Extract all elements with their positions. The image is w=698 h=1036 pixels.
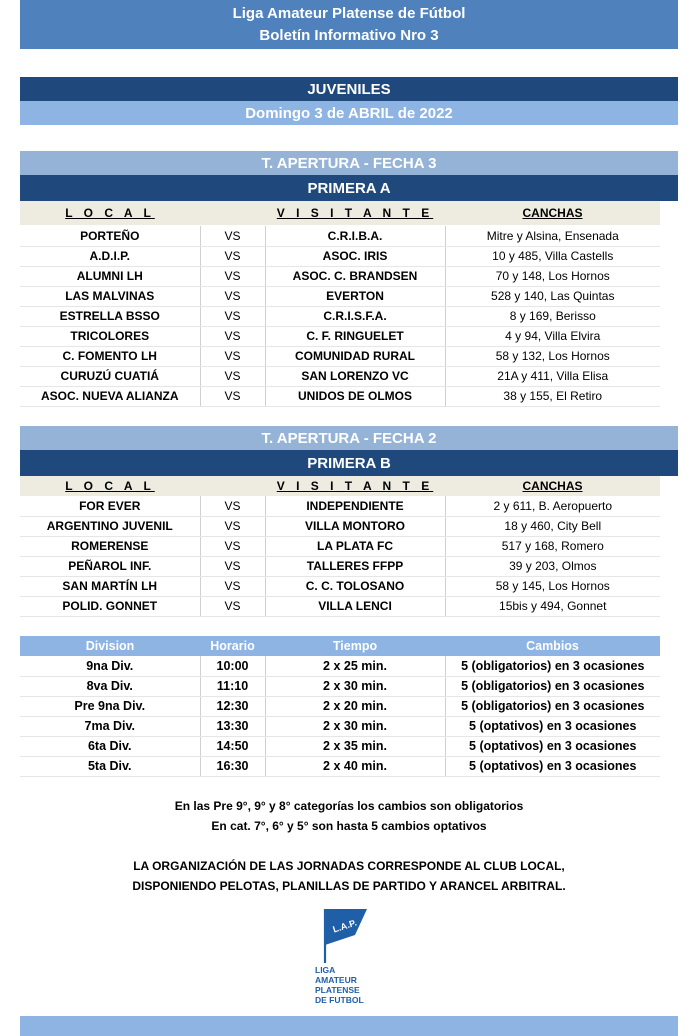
time-cell: 12:30 (200, 696, 265, 716)
division-cell: 7ma Div. (20, 716, 200, 736)
local-team: A.D.I.P. (20, 246, 200, 266)
category-title: JUVENILES (20, 77, 678, 101)
match-row (20, 386, 660, 406)
schedule-row (20, 716, 660, 736)
schedule-header-cambios: Cambios (445, 636, 660, 656)
section-a-tournament: T. APERTURA - FECHA 3 (20, 151, 678, 175)
match-row (20, 366, 660, 386)
division-cell: 5ta Div. (20, 756, 200, 776)
substitutions-cell: 5 (optativos) en 3 ocasiones (445, 756, 660, 776)
versus-label: VS (200, 226, 265, 246)
match-row (20, 596, 660, 616)
visitor-team: VILLA LENCI (265, 596, 445, 616)
column-canchas: CANCHAS (522, 479, 583, 493)
schedule-row (20, 656, 660, 676)
schedule-table (20, 636, 660, 777)
visitor-team: ASOC. IRIS (265, 246, 445, 266)
division-cell: Pre 9na Div. (20, 696, 200, 716)
visitor-team: UNIDOS DE OLMOS (265, 386, 445, 406)
local-team: PEÑAROL INF. (20, 556, 200, 576)
division-cell: 9na Div. (20, 656, 200, 676)
match-row (20, 266, 660, 286)
visitor-team: C. F. RINGUELET (265, 326, 445, 346)
league-name: Liga Amateur Platense de Fútbol (232, 4, 466, 22)
substitutions-cell: 5 (optativos) en 3 ocasiones (445, 716, 660, 736)
venue: 528 y 140, Las Quintas (445, 286, 660, 306)
visitor-team: C.R.I.B.A. (265, 226, 445, 246)
section-a-matches (20, 226, 660, 407)
column-local: L O C A L (65, 479, 155, 493)
match-row (20, 516, 660, 536)
venue: 517 y 168, Romero (445, 536, 660, 556)
local-team: TRICOLORES (20, 326, 200, 346)
venue: 70 y 148, Los Hornos (445, 266, 660, 286)
duration-cell: 2 x 25 min. (265, 656, 445, 676)
schedule-row (20, 756, 660, 776)
logo-line-4: DE FUTBOL (315, 995, 364, 1005)
venue: 15bis y 494, Gonnet (445, 596, 660, 616)
venue: 2 y 611, B. Aeropuerto (445, 496, 660, 516)
visitor-team: COMUNIDAD RURAL (265, 346, 445, 366)
local-team: FOR EVER (20, 496, 200, 516)
visitor-team: SAN LORENZO VC (265, 366, 445, 386)
note-line-3: LA ORGANIZACIÓN DE LAS JORNADAS CORRESPONDE AL CLUB LOCAL, (133, 859, 565, 873)
logo-line-2: AMATEUR (315, 975, 357, 985)
local-team: ALUMNI LH (20, 266, 200, 286)
column-local: L O C A L (65, 206, 155, 220)
match-row (20, 346, 660, 366)
section-b-column-header (20, 476, 660, 496)
duration-cell: 2 x 30 min. (265, 676, 445, 696)
match-row (20, 246, 660, 266)
venue: 4 y 94, Villa Elvira (445, 326, 660, 346)
logo-line-1: LIGA (315, 965, 336, 975)
venue: 10 y 485, Villa Castells (445, 246, 660, 266)
local-team: LAS MALVINAS (20, 286, 200, 306)
duration-cell: 2 x 35 min. (265, 736, 445, 756)
bulletin-header (20, 0, 678, 49)
versus-label: VS (200, 496, 265, 516)
note-line-4: DISPONIENDO PELOTAS, PLANILLAS DE PARTIDO Y ARANCEL ARBITRAL. (132, 879, 566, 893)
local-team: C. FOMENTO LH (20, 346, 200, 366)
visitor-team: INDEPENDIENTE (265, 496, 445, 516)
venue: 39 y 203, Olmos (445, 556, 660, 576)
versus-label: VS (200, 536, 265, 556)
footer-band (20, 1016, 678, 1036)
note-line-1: En las Pre 9°, 9° y 8° categorías los cambios son obligatorios (174, 799, 524, 813)
substitutions-cell: 5 (optativos) en 3 ocasiones (445, 736, 660, 756)
flag-text: L.A.P. (331, 917, 358, 935)
visitor-team: LA PLATA FC (265, 536, 445, 556)
duration-cell: 2 x 40 min. (265, 756, 445, 776)
venue: 21A y 411, Villa Elisa (445, 366, 660, 386)
section-a-column-header (20, 201, 660, 225)
match-row (20, 496, 660, 516)
venue: Mitre y Alsina, Ensenada (445, 226, 660, 246)
venue: 38 y 155, El Retiro (445, 386, 660, 406)
organization-note (20, 856, 678, 896)
column-visitante: V I S I T A N T E (276, 479, 434, 493)
schedule-row (20, 676, 660, 696)
time-cell: 14:50 (200, 736, 265, 756)
match-row (20, 286, 660, 306)
time-cell: 13:30 (200, 716, 265, 736)
visitor-team: TALLERES FFPP (265, 556, 445, 576)
section-a-division: PRIMERA A (20, 175, 678, 201)
league-logo (310, 905, 390, 1015)
visitor-team: EVERTON (265, 286, 445, 306)
versus-label: VS (200, 516, 265, 536)
local-team: PORTEÑO (20, 226, 200, 246)
versus-label: VS (200, 366, 265, 386)
local-team: ROMERENSE (20, 536, 200, 556)
category-date: Domingo 3 de ABRIL de 2022 (20, 101, 678, 125)
versus-label: VS (200, 576, 265, 596)
section-b-division: PRIMERA B (20, 450, 678, 476)
column-canchas: CANCHAS (522, 206, 583, 220)
versus-label: VS (200, 556, 265, 576)
versus-label: VS (200, 346, 265, 366)
venue: 58 y 145, Los Hornos (445, 576, 660, 596)
rules-note (20, 796, 678, 836)
schedule-header-tiempo: Tiempo (265, 636, 445, 656)
versus-label: VS (200, 386, 265, 406)
versus-label: VS (200, 286, 265, 306)
match-row (20, 556, 660, 576)
column-visitante: V I S I T A N T E (276, 206, 434, 220)
local-team: ASOC. NUEVA ALIANZA (20, 386, 200, 406)
local-team: ESTRELLA BSSO (20, 306, 200, 326)
bulletin-number: Boletín Informativo Nro 3 (259, 26, 439, 44)
duration-cell: 2 x 30 min. (265, 716, 445, 736)
match-row (20, 226, 660, 246)
section-b-matches (20, 496, 660, 617)
flag-icon (315, 905, 375, 965)
schedule-row (20, 736, 660, 756)
local-team: CURUZÚ CUATIÁ (20, 366, 200, 386)
versus-label: VS (200, 306, 265, 326)
venue: 18 y 460, City Bell (445, 516, 660, 536)
division-cell: 6ta Div. (20, 736, 200, 756)
versus-label: VS (200, 596, 265, 616)
schedule-row (20, 696, 660, 716)
versus-label: VS (200, 266, 265, 286)
venue: 8 y 169, Berisso (445, 306, 660, 326)
match-row (20, 536, 660, 556)
venue: 58 y 132, Los Hornos (445, 346, 660, 366)
schedule-header-row (20, 636, 660, 656)
substitutions-cell: 5 (obligatorios) en 3 ocasiones (445, 656, 660, 676)
match-row (20, 576, 660, 596)
visitor-team: C.R.I.S.F.A. (265, 306, 445, 326)
duration-cell: 2 x 20 min. (265, 696, 445, 716)
visitor-team: C. C. TOLOSANO (265, 576, 445, 596)
versus-label: VS (200, 326, 265, 346)
note-line-2: En cat. 7°, 6° y 5° son hasta 5 cambios optativos (211, 819, 487, 833)
time-cell: 11:10 (200, 676, 265, 696)
versus-label: VS (200, 246, 265, 266)
visitor-team: VILLA MONTORO (265, 516, 445, 536)
local-team: POLID. GONNET (20, 596, 200, 616)
substitutions-cell: 5 (obligatorios) en 3 ocasiones (445, 696, 660, 716)
substitutions-cell: 5 (obligatorios) en 3 ocasiones (445, 676, 660, 696)
logo-line-3: PLATENSE (315, 985, 360, 995)
visitor-team: ASOC. C. BRANDSEN (265, 266, 445, 286)
local-team: SAN MARTÍN LH (20, 576, 200, 596)
time-cell: 10:00 (200, 656, 265, 676)
division-cell: 8va Div. (20, 676, 200, 696)
match-row (20, 326, 660, 346)
time-cell: 16:30 (200, 756, 265, 776)
match-row (20, 306, 660, 326)
local-team: ARGENTINO JUVENIL (20, 516, 200, 536)
schedule-header-horario: Horario (200, 636, 265, 656)
schedule-header-division: Division (20, 636, 200, 656)
section-b-tournament: T. APERTURA - FECHA 2 (20, 426, 678, 450)
